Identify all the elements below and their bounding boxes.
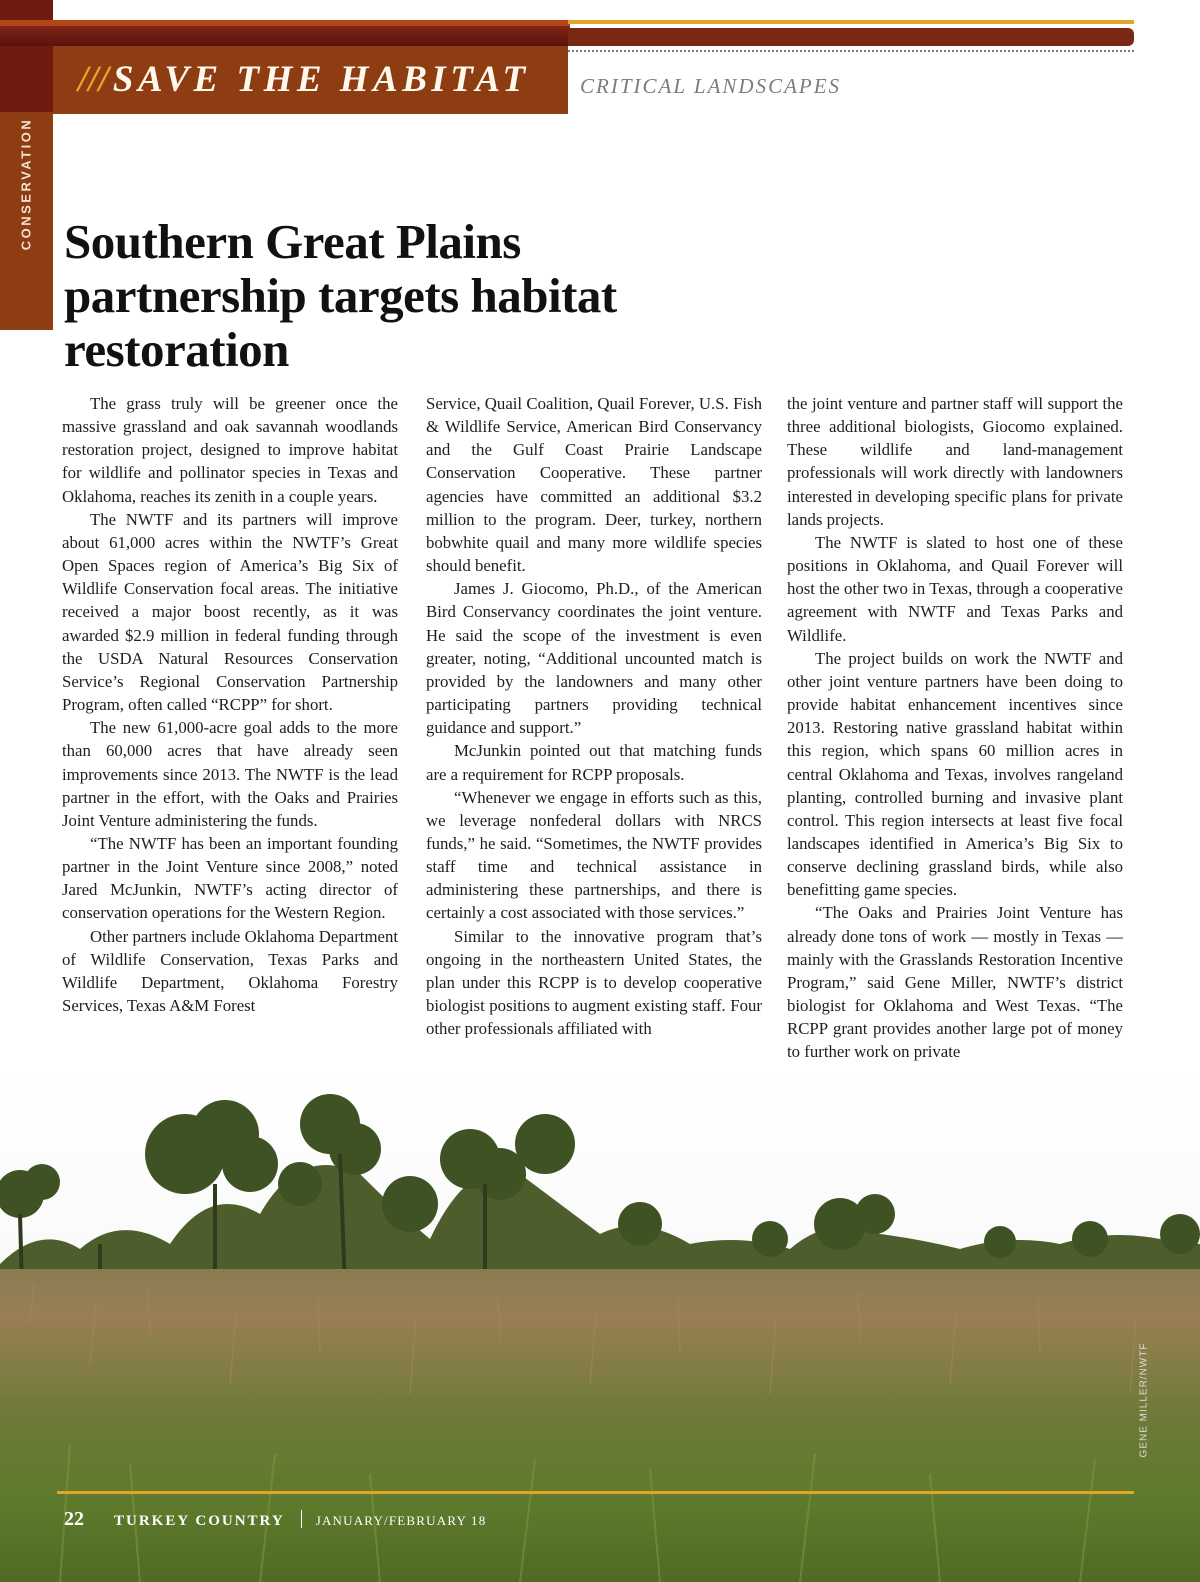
photo-credit: GENE MILLER/NWTF [1138,1342,1150,1458]
page-footer [64,1508,486,1531]
article-paragraph: the joint venture and partner staff will support the three additional biologists, Giocomo explained. These wildlife and land-management professionals will work directly with landowners interested in developing specific plans for private lands projects. [787,394,1123,529]
article-paragraph: James J. Giocomo, Ph.D., of the American Bird Conservancy coordinates the joint venture. He said the scope of the investment is even greater, noting, “Additional uncounted match is provided by the landowners and many other participating partners providing technical guidance and support.” [426,579,762,738]
top-bar-gold-line [568,20,1134,24]
issue-date: JANUARY/FEBRUARY 18 [315,1513,487,1528]
title-slashes: /// [78,59,109,100]
article-headline: Southern Great Plains partnership targets habitat restoration [64,214,617,377]
grassland-photo [0,1064,1200,1582]
article-column-2 [426,392,762,1040]
article-paragraph: The grass truly will be greener once the massive grassland and oak savannah woodlands restoration project, designed to improve habitat for wildlife and pollinator species in Texas and Oklahoma, reaches its zenith in a couple years. [62,394,398,506]
dotted-rule [568,50,1134,52]
section-title [78,58,530,101]
article-paragraph: Similar to the innovative program that’s ongoing in the northeastern United States, the plan under this RCPP is to develop cooperative biologist positions to augment existing staff. Four other professionals affiliated with [426,926,762,1039]
article-paragraph: The NWTF is slated to host one of these positions in Oklahoma, and Quail Forever will host the other two in Texas, through a cooperative agreement with NWTF and Texas Parks and Wildlife. [787,532,1123,645]
top-bar-accent [0,20,570,26]
top-bar-right [568,28,1134,46]
article-paragraph: “The NWTF has been an important founding partner in the Joint Venture since 2008,” noted Jared McJunkin, NWTF’s acting director of conservation operations for the Western Region. [62,833,398,923]
article-paragraph: McJunkin pointed out that matching funds are a requirement for RCPP proposals. [426,741,762,784]
section-title-text: SAVE THE HABITAT [112,59,530,100]
magazine-name: TURKEY COUNTRY [114,1513,285,1529]
section-category-label: CONSERVATION [18,117,34,251]
article-paragraph: Service, Quail Coalition, Quail Forever, U.S. Fish & Wildlife Service, American Bird Conservancy and the Gulf Coast Prairie Landscape Conservation Cooperative. These partner agencies have committed an additional $3.2 million to the program. Deer, turkey, northern bobwhite quail and many more wildlife species should benefit. [426,394,762,576]
footer-rule [57,1491,1134,1494]
article-column-3 [787,392,1123,1064]
article-paragraph: “Whenever we engage in efforts such as this, we leverage nonfederal dollars with NRCS funds,” he said. “Sometimes, the NWTF provides staff time and technical assistance in administering these partnerships, and there is certainly a cost associated with those services.” [426,787,762,923]
article-column-1 [62,392,398,1017]
article-paragraph: Other partners include Oklahoma Department of Wildlife Conservation, Texas Parks and Wildlife Department, Oklahoma Forestry Services, Texas A&M Forest [62,926,398,1016]
article-paragraph: The NWTF and its partners will improve about 61,000 acres within the NWTF’s Great Open Spaces region of America’s Big Six of Wildlife Conservation focal areas. The initiative received a major boost recently, as it was awarded $2.9 million in federal funding through the USDA Natural Resources Conservation Service’s Regional Conservation Partnership Program, often called “RCPP” for short. [62,509,398,715]
article-paragraph: The new 61,000-acre goal adds to the more than 60,000 acres that have already seen improvements since 2013. The NWTF is the lead partner in the effort, with the Oaks and Prairies Joint Venture administering the funds. [62,718,398,830]
footer-separator [301,1510,302,1528]
article-paragraph: The project builds on work the NWTF and other joint venture partners have been doing to provide habitat enhancement incentives since 2013. Restoring native grassland habitat within this region, which spans 60 million acres in central Oklahoma and Texas, involves rangeland planting, controlled burning and invasive plant control. This region intersects at least five focal landscapes identified in America’s Big Six to conserve declining grassland birds, while also benefitting game species. [787,648,1123,900]
article-paragraph: “The Oaks and Prairies Joint Venture has already done tons of work — mostly in Texas — mainly with the Grasslands Restoration Incentive Program,” said Gene Miller, NWTF’s district biologist for Oklahoma and West Texas. “The RCPP grant provides another large pot of money to further work on private [787,903,1123,1062]
subsection-title: CRITICAL LANDSCAPES [580,74,842,98]
left-color-band-top [0,0,53,112]
page-number: 22 [64,1508,84,1530]
